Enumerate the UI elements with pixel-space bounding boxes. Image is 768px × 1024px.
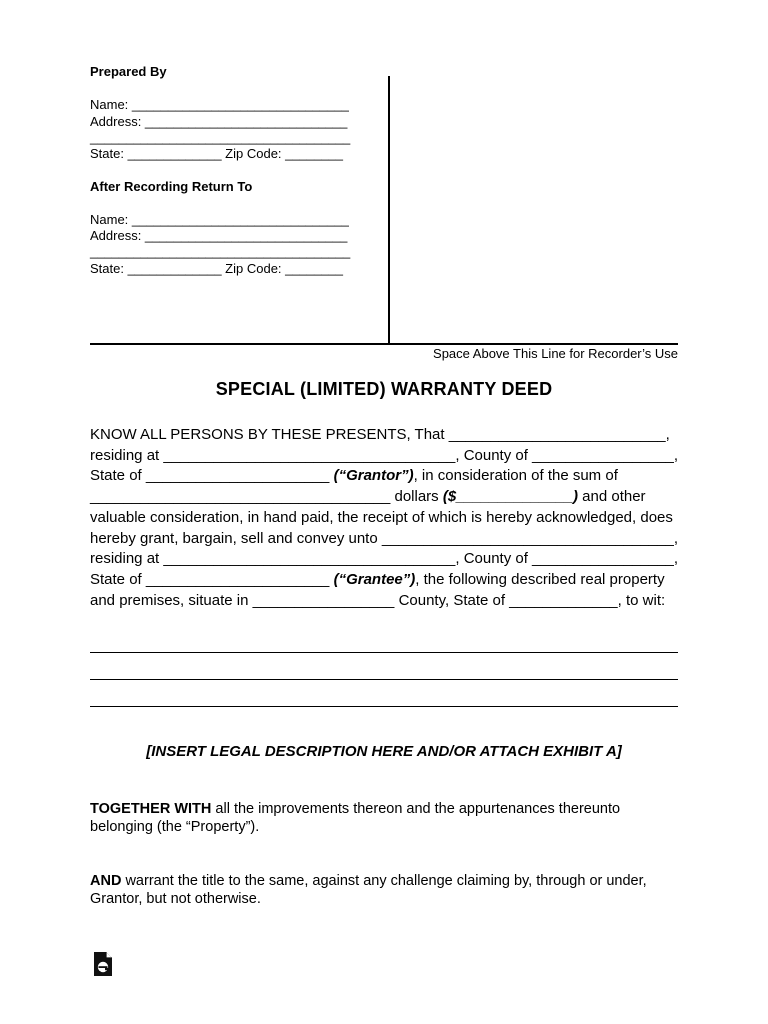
body-line-5: valuable consideration, in hand paid, the receipt of which is hereby acknowledged, does — [90, 508, 673, 526]
recorder-note: Space Above This Line for Recorder’s Use — [433, 346, 678, 361]
return-to-name: Name: ______________________________ — [90, 212, 349, 227]
body-line-8 — [90, 570, 680, 591]
recorder-area-vertical-rule — [388, 76, 390, 343]
grantor-label: (“Grantor”) — [333, 467, 414, 485]
and-warrant-paragraph — [90, 872, 680, 908]
body-line-6: hereby grant, bargain, sell and convey unto ___________________________________, — [90, 529, 679, 547]
body-line-2: residing at ___________________________________, County of _________________, — [90, 446, 679, 464]
together-with-line-1 — [90, 800, 680, 818]
prepared-by-name: Name: ______________________________ — [90, 97, 349, 112]
document-title: SPECIAL (LIMITED) WARRANTY DEED — [215, 379, 553, 399]
body-line-4-text: ____________________________________ dollars — [90, 488, 443, 506]
return-to-state-zip: State: _____________ Zip Code: ________ — [90, 261, 343, 276]
body-line-4 — [90, 487, 680, 508]
together-with-text: all the improvements thereon and the appurtenances thereunto — [211, 801, 621, 817]
body-line-3-text: State of ______________________ — [90, 467, 334, 485]
return-to-address-line: ____________________________________ — [90, 244, 351, 259]
conveyance-paragraph — [90, 425, 680, 611]
return-to-address: Address: ____________________________ — [90, 228, 348, 243]
insert-legal-description-note: [INSERT LEGAL DESCRIPTION HERE AND/OR ATTACH EXHIBIT A] — [146, 743, 622, 760]
body-line-9: and premises, situate in _________________ County, State of _____________, to wit: — [90, 591, 666, 609]
body-line-8-rest: , the following described real property — [415, 570, 665, 588]
recorder-area-horizontal-rule — [90, 343, 678, 345]
legal-description-line — [90, 679, 678, 680]
prepared-by-state-zip: State: _____________ Zip Code: ________ — [90, 146, 343, 161]
body-line-3 — [90, 466, 680, 487]
prepared-by-address: Address: ____________________________ — [90, 114, 348, 129]
and-warrant-text: warrant the title to the same, against any challenge claiming by, through or under, — [121, 873, 647, 889]
and-warrant-line-1 — [90, 872, 680, 890]
grantee-label: (“Grantee”) — [333, 570, 416, 588]
prepared-by-heading: Prepared By — [90, 64, 167, 79]
prepared-by-address-line: ____________________________________ — [90, 130, 351, 145]
body-line-7: residing at ___________________________________, County of _________________, — [90, 550, 679, 568]
return-to-heading: After Recording Return To — [90, 179, 253, 194]
together-with-paragraph — [90, 800, 680, 836]
eforms-logo-icon — [93, 951, 113, 977]
body-line-8-text: State of ______________________ — [90, 570, 334, 588]
and-warrant-line-2: Grantor, but not otherwise. — [90, 891, 261, 907]
together-with-lead: TOGETHER WITH — [90, 801, 212, 817]
and-warrant-lead: AND — [90, 873, 122, 889]
amount-label: ($______________) — [442, 488, 578, 506]
legal-description-line — [90, 652, 678, 653]
together-with-line-2: belonging (the “Property”). — [90, 819, 260, 835]
body-line-1: KNOW ALL PERSONS BY THESE PRESENTS, That __________________________, — [90, 426, 670, 443]
body-line-3-rest: , in consideration of the sum of — [413, 467, 618, 485]
body-line-4-rest: and other — [577, 488, 646, 506]
legal-description-line — [90, 706, 678, 707]
